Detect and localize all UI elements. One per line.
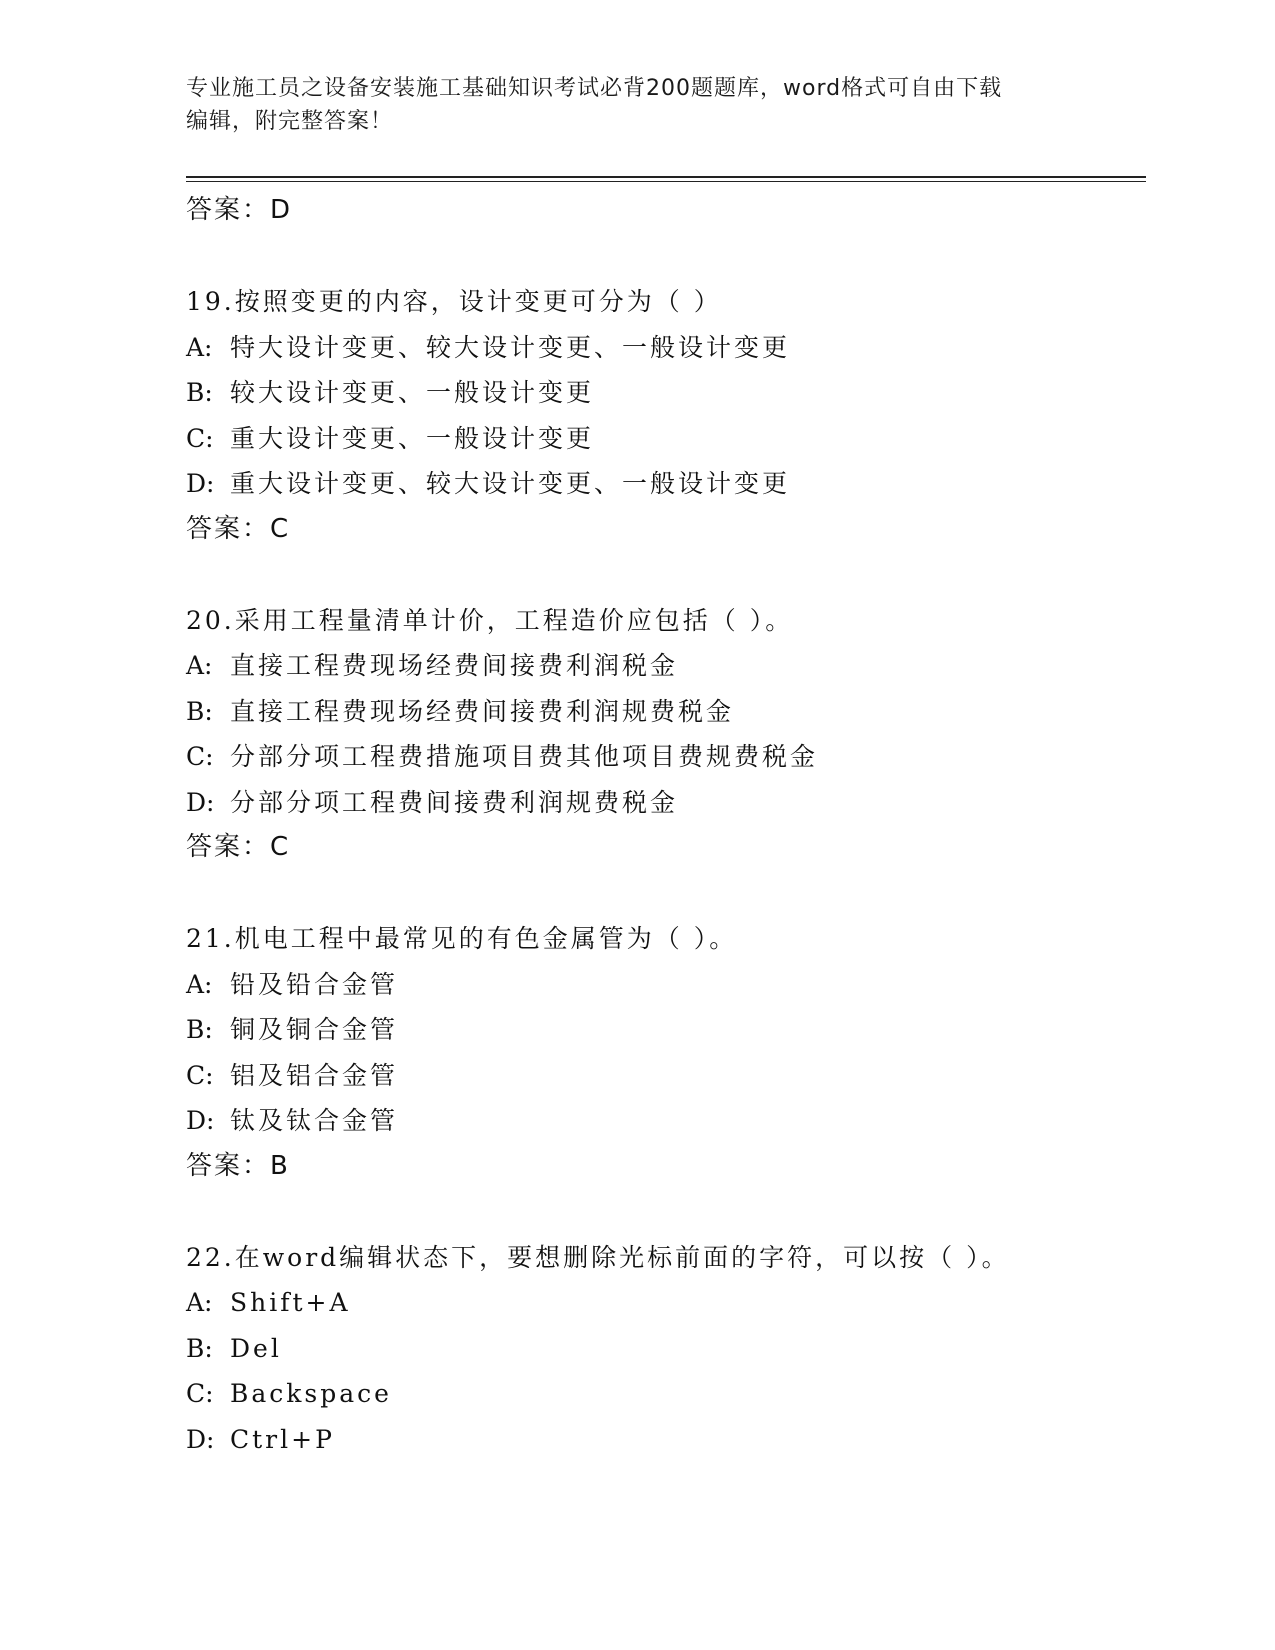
question-list xyxy=(186,188,1146,1462)
option-text: 铝及铝合金管 xyxy=(230,1060,399,1090)
option-key: A: xyxy=(186,1288,213,1317)
previous-answer: 答案：D xyxy=(186,195,293,225)
option-text: Del xyxy=(230,1333,282,1363)
option-key: D: xyxy=(186,1106,215,1135)
question-19 xyxy=(186,279,1146,552)
question-stem: 21.机电工程中最常见的有色金属管为（ ）。 xyxy=(186,924,738,953)
option-text: 直接工程费现场经费间接费利润规费税金 xyxy=(230,696,735,726)
answer-line: 答案：B xyxy=(186,1150,290,1181)
option-key: C: xyxy=(186,1060,214,1090)
option-text: 钛及钛合金管 xyxy=(230,1106,399,1135)
option-key: B: xyxy=(186,378,213,407)
option-text: Shift+A xyxy=(230,1288,351,1317)
option-text: Ctrl+P xyxy=(230,1424,335,1454)
option-c xyxy=(186,416,1146,462)
option-text: Backspace xyxy=(230,1379,392,1408)
option-b xyxy=(186,689,1146,735)
option-a xyxy=(186,325,1146,371)
spacer xyxy=(186,871,1146,917)
document-header xyxy=(186,72,1086,138)
option-key: C: xyxy=(186,1379,214,1408)
option-key: D: xyxy=(186,469,215,498)
header-divider xyxy=(186,176,1146,182)
option-key: A: xyxy=(186,651,213,680)
option-key: C: xyxy=(186,742,214,771)
option-text: 分部分项工程费措施项目费其他项目费规费税金 xyxy=(230,742,819,771)
option-b xyxy=(186,1326,1146,1372)
question-20 xyxy=(186,598,1146,871)
option-key: A: xyxy=(186,969,213,999)
question-21 xyxy=(186,916,1146,1189)
option-key: B: xyxy=(186,696,213,726)
option-a xyxy=(186,643,1146,689)
option-text: 特大设计变更、较大设计变更、一般设计变更 xyxy=(230,332,791,362)
option-c xyxy=(186,1053,1146,1099)
option-c xyxy=(186,734,1146,780)
option-a xyxy=(186,1280,1146,1326)
option-text: 重大设计变更、一般设计变更 xyxy=(230,423,595,453)
option-key: B: xyxy=(186,1015,213,1044)
option-text: 铜及铜合金管 xyxy=(230,1015,399,1044)
option-key: A: xyxy=(186,332,213,362)
question-stem: 19.按照变更的内容，设计变更可分为（ ） xyxy=(186,287,722,316)
spacer xyxy=(186,552,1146,598)
option-d xyxy=(186,780,1146,826)
option-text: 铅及铅合金管 xyxy=(230,969,399,999)
option-text: 直接工程费现场经费间接费利润税金 xyxy=(230,651,679,680)
option-a xyxy=(186,962,1146,1008)
option-text: 重大设计变更、较大设计变更、一般设计变更 xyxy=(230,469,791,498)
question-stem: 20.采用工程量清单计价，工程造价应包括（ ）。 xyxy=(186,605,794,635)
option-text: 分部分项工程费间接费利润规费税金 xyxy=(230,787,679,817)
option-text: 较大设计变更、一般设计变更 xyxy=(230,378,595,407)
answer-line: 答案：C xyxy=(186,513,291,544)
header-line-1: 专业施工员之设备安装施工基础知识考试必背200题题库，word格式可自由下载 xyxy=(186,76,1003,101)
option-key: D: xyxy=(186,1424,215,1454)
option-d xyxy=(186,461,1146,507)
option-b xyxy=(186,1007,1146,1053)
header-line-2: 编辑，附完整答案！ xyxy=(186,109,394,134)
option-key: D: xyxy=(186,787,215,817)
option-c xyxy=(186,1371,1146,1417)
question-stem: 22.在word编辑状态下，要想删除光标前面的字符，可以按（ ）。 xyxy=(186,1242,1010,1272)
option-key: C: xyxy=(186,423,214,453)
answer-line: 答案：C xyxy=(186,832,291,862)
spacer xyxy=(186,234,1146,280)
option-key: B: xyxy=(186,1333,213,1363)
question-22 xyxy=(186,1235,1146,1463)
option-d xyxy=(186,1098,1146,1144)
spacer xyxy=(186,1189,1146,1235)
option-b xyxy=(186,370,1146,416)
option-d xyxy=(186,1417,1146,1463)
